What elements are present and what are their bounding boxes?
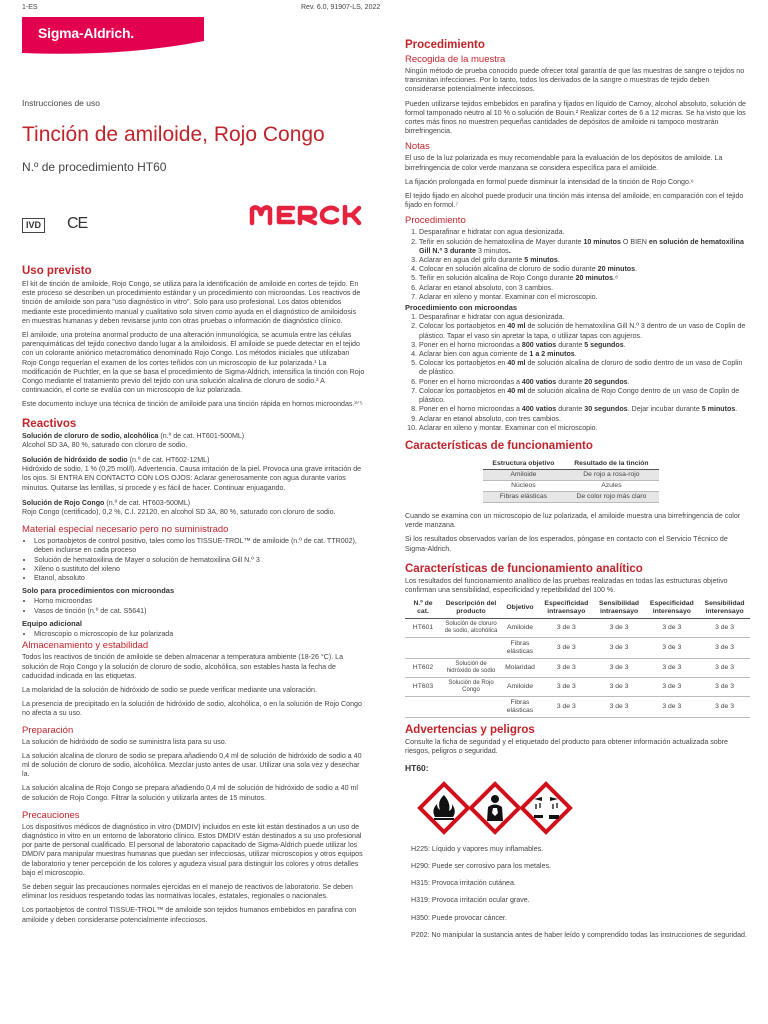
hazard-statement: H319: Provoca irritación ocular grave. — [411, 896, 530, 905]
paragraph: Ningún método de prueba conocido puede ofrecer total garantía de que las muestras de sangre o tejidos no transmitan infecciones. Por lo tanto, todos los derivados de la sangre o muestras de tejido deben considerarse potencialmente infecciosos. — [405, 67, 745, 94]
performance-table — [483, 459, 659, 503]
table-row — [483, 480, 659, 491]
procedure-step: 4. Aclarar bien con agua corriente de 1 a 2 minutos. — [419, 350, 750, 359]
table-row — [405, 697, 750, 718]
paragraph: El tejido fijado en alcohol puede producir una tinción más intensa del amiloide, en comparación con el tejido fijado en formol.⁷ — [405, 192, 744, 210]
list-item: • Etanol, absoluto — [34, 574, 365, 583]
paragraph: Este documento incluye una técnica de tinción de amiloide para una tinción rápida en hornos microondas.³ᐟ⁵ — [22, 400, 363, 409]
paragraph: Los resultados del funcionamiento analítico de las pruebas realizadas en todas las estructuras objetivo confirman una sensibilidad, especificidad y repetibilidad del 100 %. — [405, 576, 728, 594]
table-cell: 3 de 3 — [645, 678, 700, 697]
reagent-title: Solución de cloruro de sodio, alcohólica (n.º de cat. HT601-500ML) — [22, 431, 245, 440]
table-cell: Amiloide — [501, 619, 539, 638]
table-header: Especificidad interensayo — [645, 598, 700, 619]
procedure-step: 3. Aclarar en agua del grifo durante 5 minutos. — [419, 256, 750, 265]
reagent-description: Rojo Congo (certificado), 0,2 %, C.I. 22120, en alcohol SD 3A, 80 %, saturado con cloruro de sodio. — [22, 508, 336, 517]
microwave-procedure-steps — [405, 313, 750, 433]
procedure-step: 9. Aclarar en etanol absoluto, con tres cambios. — [419, 415, 750, 424]
procedure-steps — [405, 228, 750, 302]
paragraph: La solución de hidróxido de sodio se suministra lista para su uso. — [22, 737, 227, 746]
table-row — [405, 678, 750, 697]
table-cell: HT601 — [405, 619, 441, 638]
paragraph: El kit de tinción de amiloide, Rojo Congo, se utiliza para la identificación de amiloide en cortes de tejido. En este proceso se describen un procedimiento estándar y un procedimiento con microondas. Los reactivos de tinción de amiloide son para "uso diagnóstico in vitro". Solo para uso profesional. Los datos obtenidos mediante este procedimiento manual y cualitativo solo sirven como ayuda en el diagnóstico de amiloidosis en muestras humanas y deben revisarse junto con otras pruebas o información de diagnóstico clínico. — [22, 280, 361, 325]
table-cell: Amiloide — [501, 678, 539, 697]
table-cell: HT602 — [405, 659, 441, 678]
table-cell: 3 de 3 — [539, 638, 594, 659]
ivd-badge: IVD — [22, 218, 45, 233]
paragraph: La solución alcalina de Rojo Congo se prepara añadiendo 0,4 ml de solución de hidróxido de sodio a 40 ml de solución de Rojo Congo. Filtrar la solución y utilizarla antes de 15 minutos. — [22, 784, 358, 802]
list-item: • Solución de hematoxilina de Mayer o solución de hematoxilina Gill N.º 3 — [34, 556, 365, 565]
paragraph: Cuando se examina con un microscopio de luz polarizada, el amiloide muestra una birrefringencia de color verde manzana. — [405, 511, 741, 530]
paragraph: Los portaobjetos de control TISSUE-TROL™ de amiloide son tejidos humanos embebidos en parafina con amiloide y deben considerarse potencialmente infecciosos. — [22, 906, 357, 924]
procedure-step: 2. Teñir en solución de hematoxilina de Mayer durante 10 minutos O BIEN en solución de hematoxilina Gill N.º 3 durante 3 minutos. — [419, 238, 750, 256]
section-heading-uso-previsto: Uso previsto — [22, 265, 92, 277]
table-header: Objetivo — [501, 598, 539, 619]
list-item: • Microscopio o microscopio de luz polarizada — [34, 630, 365, 639]
procedure-step: 7. Colocar los portaobjetos en 40 ml de solución alcalina de Rojo Congo dentro de un vaso de Coplin de plástico. — [419, 387, 750, 405]
subheading-microondas-procedure: Procedimiento con microondas — [405, 303, 518, 313]
list-item: • Xileno o sustituto del xileno — [34, 565, 365, 574]
ce-mark: CE — [67, 215, 88, 232]
table-cell: 3 de 3 — [539, 619, 594, 638]
paragraph: Todos los reactivos de tinción de amiloide se deben almacenar a temperatura ambiente (18-26 °C). La solución de Rojo Congo y la solución de cloruro de sodio, alcohólica, son estables hasta la fecha de caducidad indicada en las etiquetas. — [22, 653, 344, 680]
table-cell: Amiloide — [483, 469, 564, 480]
sigma-aldrich-logo — [22, 17, 204, 55]
paragraph: La presencia de precipitado en la solución de hidróxido de sodio, alcohólica, o en la solución de Rojo Congo no afecta a su uso. — [22, 700, 362, 718]
procedure-step: 5. Colocar los portaobjetos en 40 ml de solución alcalina de cloruro de sodio dentro de un vaso de Coplin de plástico. — [419, 359, 750, 377]
paragraph: La molaridad de la solución de hidróxido de sodio se puede verificar mediante una valoración. — [22, 685, 317, 694]
table-row — [405, 638, 750, 659]
section-heading-material: Material especial necesario pero no suministrado — [22, 524, 229, 536]
reagent-description: Alcohol SD 3A, 80 %, saturado con cloruro de sodio. — [22, 440, 188, 449]
table-cell: 3 de 3 — [699, 619, 750, 638]
merck-logo — [249, 204, 362, 226]
reagent-title: Solución de Rojo Congo (n.º de cat. HT603-500ML) — [22, 498, 191, 507]
table-header: Sensibilidad intraensayo — [594, 598, 645, 619]
section-heading-procedimiento: Procedimiento — [405, 39, 485, 51]
paragraph: Pueden utilizarse tejidos embebidos en parafina y fijados en líquido de Carnoy, alcohol absoluto, solución de formol tamponado neutro al 10 % o solución de Bouin.² Realizar cortes de 6 a 12 micras. Se ha visto que los cortes más finos no muestren pequeñas cantidades de depósitos de amiloide ni tampoco mostrarán birrefringencia. — [405, 99, 746, 136]
page-title: Tinción de amiloide, Rojo Congo — [22, 123, 325, 146]
table-row — [483, 469, 659, 480]
doc-type: Instrucciones de uso — [22, 98, 100, 108]
table-cell: HT603 — [405, 678, 441, 697]
section-heading-preparacion: Preparación — [22, 724, 74, 736]
procedure-step: 1. Desparafinar e hidratar con agua desionizada. — [419, 228, 750, 237]
section-heading-analitico: Características de funcionamiento analítico — [405, 562, 643, 575]
section-heading-almacenamiento: Almacenamiento y estabilidad — [22, 640, 149, 652]
table-cell: 3 de 3 — [699, 659, 750, 678]
table-header: Estructura objetivo — [483, 459, 564, 470]
table-cell: 3 de 3 — [539, 697, 594, 718]
precautionary-statement: P202: No manipular la sustancia antes de haber leído y comprendido todas las instrucciones de seguridad. — [411, 930, 747, 939]
table-header: Resultado de la tinción — [564, 459, 659, 470]
table-row — [405, 619, 750, 638]
table-cell — [441, 638, 501, 659]
table-cell: De rojo a rosa-rojo — [564, 469, 659, 480]
procedure-step: 6. Aclarar en etanol absoluto, con 3 cambios. — [419, 284, 750, 293]
procedure-step: 3. Poner en el horno microondas a 800 vatios durante 5 segundos. — [419, 341, 750, 350]
hazard-statement: H290: Puede ser corrosivo para los metales. — [411, 861, 551, 870]
paragraph: La solución alcalina de cloruro de sodio se prepara añadiendo 0,4 ml de solución de hidróxido de sodio a 40 ml de solución de cloruro de sodio, alcohólica. Mezclar justo antes de usar. Utilizar una sola vez y desechar la. — [22, 751, 362, 779]
table-cell — [405, 697, 441, 718]
procedure-step: 6. Poner en el horno microondas a 400 vatios durante 20 segundos. — [419, 378, 750, 387]
subheading-recogida: Recogida de la muestra — [405, 54, 506, 65]
reagent-title: Solución de hidróxido de sodio (n.º de cat. HT602-12ML) — [22, 456, 210, 465]
section-heading-advertencias: Advertencias y peligros — [405, 724, 535, 737]
table-cell: 3 de 3 — [645, 619, 700, 638]
paragraph: Si los resultados observados varían de los esperados, póngase en contacto con el Servicio Técnico de Sigma-Aldrich. — [405, 535, 728, 553]
table-cell: 3 de 3 — [699, 697, 750, 718]
corrosion-icon — [517, 779, 575, 837]
table-cell: Solución de Rojo Congo — [441, 678, 501, 697]
paragraph: Los dispositivos médicos de diagnóstico in vitro (DMDIV) incluidos en este kit están destinados a un uso de diagnóstico in vitro en un entorno de laboratorio clínico. Estos DMDIV están destinados a su uso profesional por parte de personal cualificado. El personal de laboratorio capacitado de Sigma-Aldrich puede utilizar los DMDIV para manipular muestras humanas que puedan ser infecciosas, utilizar microscopios y otros equipos de laboratorio y tener percepción de los colores y agudeza visual para distinguir los colores y otros detalles bajo el microscopio. — [22, 822, 363, 877]
table-header: N.º de cat. — [405, 598, 441, 619]
table-cell: Fibras elásticas — [501, 638, 539, 659]
subheading-equipo: Equipo adicional — [22, 618, 83, 628]
table-cell: 3 de 3 — [539, 659, 594, 678]
analytical-table — [405, 598, 750, 718]
page-number: 1-ES — [22, 4, 38, 11]
table-cell: De color rojo más claro — [564, 491, 659, 502]
revision: Rev. 6.0, 91907-LS, 2022 — [301, 4, 381, 11]
table-header: Especificidad intraensayo — [539, 598, 594, 619]
list-item: • Vasos de tinción (n.º de cat. S5641) — [34, 607, 365, 616]
table-cell: 3 de 3 — [699, 638, 750, 659]
table-cell: 3 de 3 — [594, 697, 645, 718]
section-heading-precauciones: Precauciones — [22, 809, 80, 821]
table-header: Descripción del producto — [441, 598, 501, 619]
section-heading-funcionamiento: Características de funcionamiento — [405, 439, 593, 452]
procedure-step: 2. Colocar los portaobjetos en 40 ml de solución de hematoxilina Gill N.º 3 dentro de un vaso de Coplin de plástico. Tapar el vaso sin apretar la tapa, o utilizar tapas con agujeros. — [419, 322, 750, 340]
procedure-step: 8. Poner en el horno microondas a 400 vatios durante 30 segundos. Dejar incubar durante 5 minutos. — [419, 405, 750, 414]
hazard-statement: H315: Provoca irritación cutánea. — [411, 879, 516, 888]
table-cell: Azules — [564, 480, 659, 491]
procedure-step: 4. Colocar en solución alcalina de cloruro de sodio durante 20 minutos. — [419, 265, 750, 274]
procedure-step: 1. Desparafinar e hidratar con agua desionizada. — [419, 313, 750, 322]
procedure-number: N.º de procedimiento HT60 — [22, 160, 167, 174]
sigma-aldrich-wordmark: Sigma-Aldrich. — [38, 25, 134, 41]
table-cell: 3 de 3 — [594, 678, 645, 697]
procedure-step: 7. Aclarar en xileno y montar. Examinar con el microscopio. — [419, 293, 750, 302]
table-cell: 3 de 3 — [699, 678, 750, 697]
product-code-label: HT60: — [405, 762, 429, 773]
table-row — [483, 491, 659, 502]
table-cell — [441, 697, 501, 718]
list-item: • Horno microondas — [34, 597, 365, 606]
flame-icon — [415, 779, 473, 837]
table-cell: Solución de cloruro de sodio, alcohólica — [441, 619, 501, 638]
paragraph: El amiloide, una proteína anormal producto de una alteración inmunológica, se acumula entre las células parenquimáticas del tejido conectivo dando lugar a la amiloidosis. El amiloide se puede detectar en el tejido con un colorante aniónico metacromático denominado Rojo Congo. Los métodos iniciales que utilizaban Rojo Congo requerían el examen de los cortes teñidos con un microscopio de luz polarizada.¹ La modificación de Puchtler, en la que se basa el procedimiento de Sigma-Aldrich, intensifica la tinción con Rojo Congo mediante el tratamiento previo del tejido con una solución alcalina de cloruro de sodio.² A continuación, el corte se evalúa con un microscopio de luz polarizada. — [22, 331, 365, 395]
subheading-procedimiento: Procedimiento — [405, 215, 466, 227]
table-cell: Solución de hidróxido de sodio — [441, 659, 501, 678]
table-cell: 3 de 3 — [539, 678, 594, 697]
health-hazard-icon — [466, 779, 524, 837]
table-cell: Molaridad — [501, 659, 539, 678]
table-cell: 3 de 3 — [594, 619, 645, 638]
hazard-statement: H225: Líquido y vapores muy inflamables. — [411, 844, 544, 853]
paragraph: El uso de la luz polarizada es muy recomendable para la evaluación de los depósitos de amiloide. La birrefringencia de color verde manzana se considera específica para el amiloide. — [405, 154, 723, 172]
hazard-statement: H350: Puede provocar cáncer. — [411, 913, 507, 922]
section-heading-reactivos: Reactivos — [22, 417, 77, 430]
table-cell: Núcleos — [483, 480, 564, 491]
table-cell: Fibras elásticas — [501, 697, 539, 718]
procedure-step: 10. Aclarar en xileno y montar. Examinar con el microscopio. — [419, 424, 750, 433]
subheading-microondas: Solo para procedimientos con microondas — [22, 586, 175, 596]
table-cell: 3 de 3 — [645, 638, 700, 659]
list-item: • Los portaobjetos de control positivo, tales como los TISSUE-TROL™ de amiloide (n.º de cat. TTR002), deben incluirse en cada proceso — [34, 537, 365, 555]
table-cell: 3 de 3 — [594, 638, 645, 659]
table-cell: 3 de 3 — [645, 659, 700, 678]
subheading-notas: Notas — [405, 141, 430, 153]
table-cell: 3 de 3 — [594, 659, 645, 678]
procedure-step: 5. Teñir en solución alcalina de Rojo Congo durante 20 minutos.⁸ — [419, 274, 750, 283]
paragraph: Consulte la ficha de seguridad y el etiquetado del producto para obtener información actualizada sobre riesgos, peligros o seguridad. — [405, 738, 728, 756]
reagent-description: Hidróxido de sodio, 1 % (0,25 mol/l). Advertencia. Causa irritación de la piel. Provoca una grave irritación de los ojos. SI ENTRA EN CONTACTO CON LOS OJOS: Aclarar generosamente con agua durante varios minutos. Quitarse las lentillas, si procede y es fácil de hacer. Continuar enjuagando. — [22, 465, 362, 492]
table-cell: Fibras elásticas — [483, 491, 564, 502]
paragraph: Se deben seguir las precauciones normales ejercidas en el manejo de reactivos de laboratorio. Se deben eliminar los residuos respetando todas las normativas locales, estatales, regionales o nacionales. — [22, 882, 353, 901]
table-row — [405, 659, 750, 678]
table-cell — [405, 638, 441, 659]
table-cell: 3 de 3 — [645, 697, 700, 718]
table-header: Sensibilidad interensayo — [699, 598, 750, 619]
paragraph: La fijación prolongada en formol puede disminuir la intensidad de la tinción de Rojo Congo.⁶ — [405, 177, 694, 186]
